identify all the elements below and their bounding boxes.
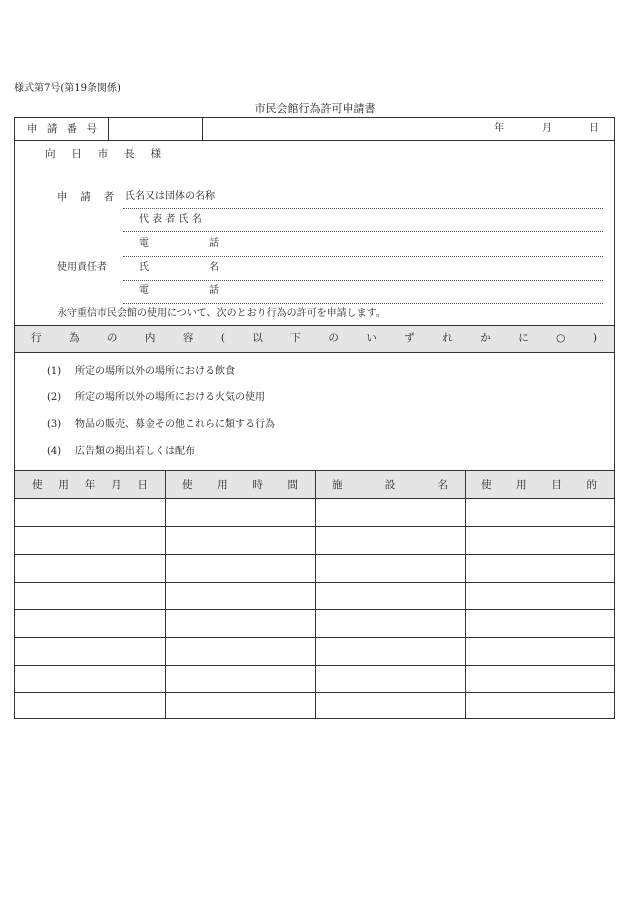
table-cell[interactable]: [166, 693, 315, 718]
table-cell[interactable]: [15, 527, 165, 554]
application-number-label: 申 請 番 号: [27, 123, 97, 135]
table-cell[interactable]: [166, 583, 315, 609]
table-cell[interactable]: [316, 499, 465, 526]
table-cell[interactable]: [316, 666, 465, 692]
table-cell[interactable]: [15, 499, 165, 526]
table-cell[interactable]: [466, 693, 614, 718]
table-cell[interactable]: [166, 610, 315, 637]
table-cell[interactable]: [316, 583, 465, 609]
activity-item[interactable]: (3) 物品の販売、募金その他これらに類する行為: [47, 419, 275, 430]
application-number-field[interactable]: [110, 119, 201, 139]
column-header-facility: 施 設 名: [332, 479, 448, 491]
table-cell[interactable]: [466, 499, 614, 526]
column-header-purpose: 使 用 目 的: [481, 479, 597, 491]
representative-name-field[interactable]: [225, 211, 595, 227]
table-cell[interactable]: [466, 666, 614, 692]
table-cell[interactable]: [166, 638, 315, 665]
table-cell[interactable]: [166, 555, 315, 582]
activity-header-text: 行 為 の 内 容 ( 以 下 の い ず れ か に ○ ): [31, 332, 597, 344]
date-month: 月: [542, 123, 552, 134]
table-row: [15, 527, 614, 554]
applicant-name-field[interactable]: [225, 188, 595, 204]
table-row: [15, 555, 614, 582]
responsible-phone-label-b: 話: [209, 285, 219, 296]
applicant-phone-label-b: 話: [209, 238, 219, 249]
table-row: [15, 693, 614, 718]
table-cell[interactable]: [166, 666, 315, 692]
table-row: [15, 583, 614, 609]
table-row: [15, 666, 614, 692]
responsible-name-field[interactable]: [225, 259, 595, 275]
responsible-label: 使用責任者: [57, 262, 107, 273]
applicant-label: 申 請 者: [57, 191, 114, 203]
application-form: [14, 117, 615, 719]
date-day: 日: [589, 123, 599, 134]
table-cell[interactable]: [316, 610, 465, 637]
activity-item[interactable]: (1) 所定の場所以外の場所における飲食: [47, 366, 235, 377]
table-row: [15, 499, 614, 526]
table-cell[interactable]: [15, 555, 165, 582]
table-cell[interactable]: [466, 555, 614, 582]
table-cell[interactable]: [466, 527, 614, 554]
table-row: [15, 638, 614, 665]
table-cell[interactable]: [15, 693, 165, 718]
table-cell[interactable]: [15, 666, 165, 692]
form-number: 様式第7号(第19条関係): [14, 83, 121, 94]
table-cell[interactable]: [466, 583, 614, 609]
table-cell[interactable]: [166, 499, 315, 526]
document-title: 市民会館行為許可申請書: [254, 102, 376, 115]
table-cell[interactable]: [15, 610, 165, 637]
activity-item[interactable]: (4) 広告類の掲出若しくは配布: [47, 446, 195, 457]
table-cell[interactable]: [166, 527, 315, 554]
representative-name-label: 代 表 者 氏 名: [139, 214, 202, 225]
responsible-phone-field[interactable]: [225, 282, 595, 298]
applicant-phone-field[interactable]: [225, 235, 595, 251]
table-cell[interactable]: [15, 583, 165, 609]
table-cell[interactable]: [466, 610, 614, 637]
applicant-phone-label-a: 電: [139, 238, 149, 249]
table-row: [15, 610, 614, 637]
column-header-date: 使 用 年 月 日: [32, 479, 148, 491]
column-header-time: 使 用 時 間: [182, 479, 298, 491]
responsible-phone-label-a: 電: [139, 285, 149, 296]
table-cell[interactable]: [316, 638, 465, 665]
table-cell[interactable]: [316, 693, 465, 718]
date-year: 年: [494, 123, 504, 134]
application-statement: 永守重信市民会館の使用について、次のとおり行為の許可を申請します。: [57, 308, 386, 319]
responsible-name-label-a: 氏: [139, 262, 149, 273]
addressee: 向 日 市 長 様: [45, 148, 161, 160]
table-cell[interactable]: [316, 555, 465, 582]
applicant-name-label: 氏名又は団体の名称: [125, 191, 215, 202]
table-cell[interactable]: [466, 638, 614, 665]
responsible-name-label-b: 名: [209, 262, 219, 273]
table-cell[interactable]: [316, 527, 465, 554]
table-cell[interactable]: [15, 638, 165, 665]
activity-item[interactable]: (2) 所定の場所以外の場所における火気の使用: [47, 392, 265, 403]
